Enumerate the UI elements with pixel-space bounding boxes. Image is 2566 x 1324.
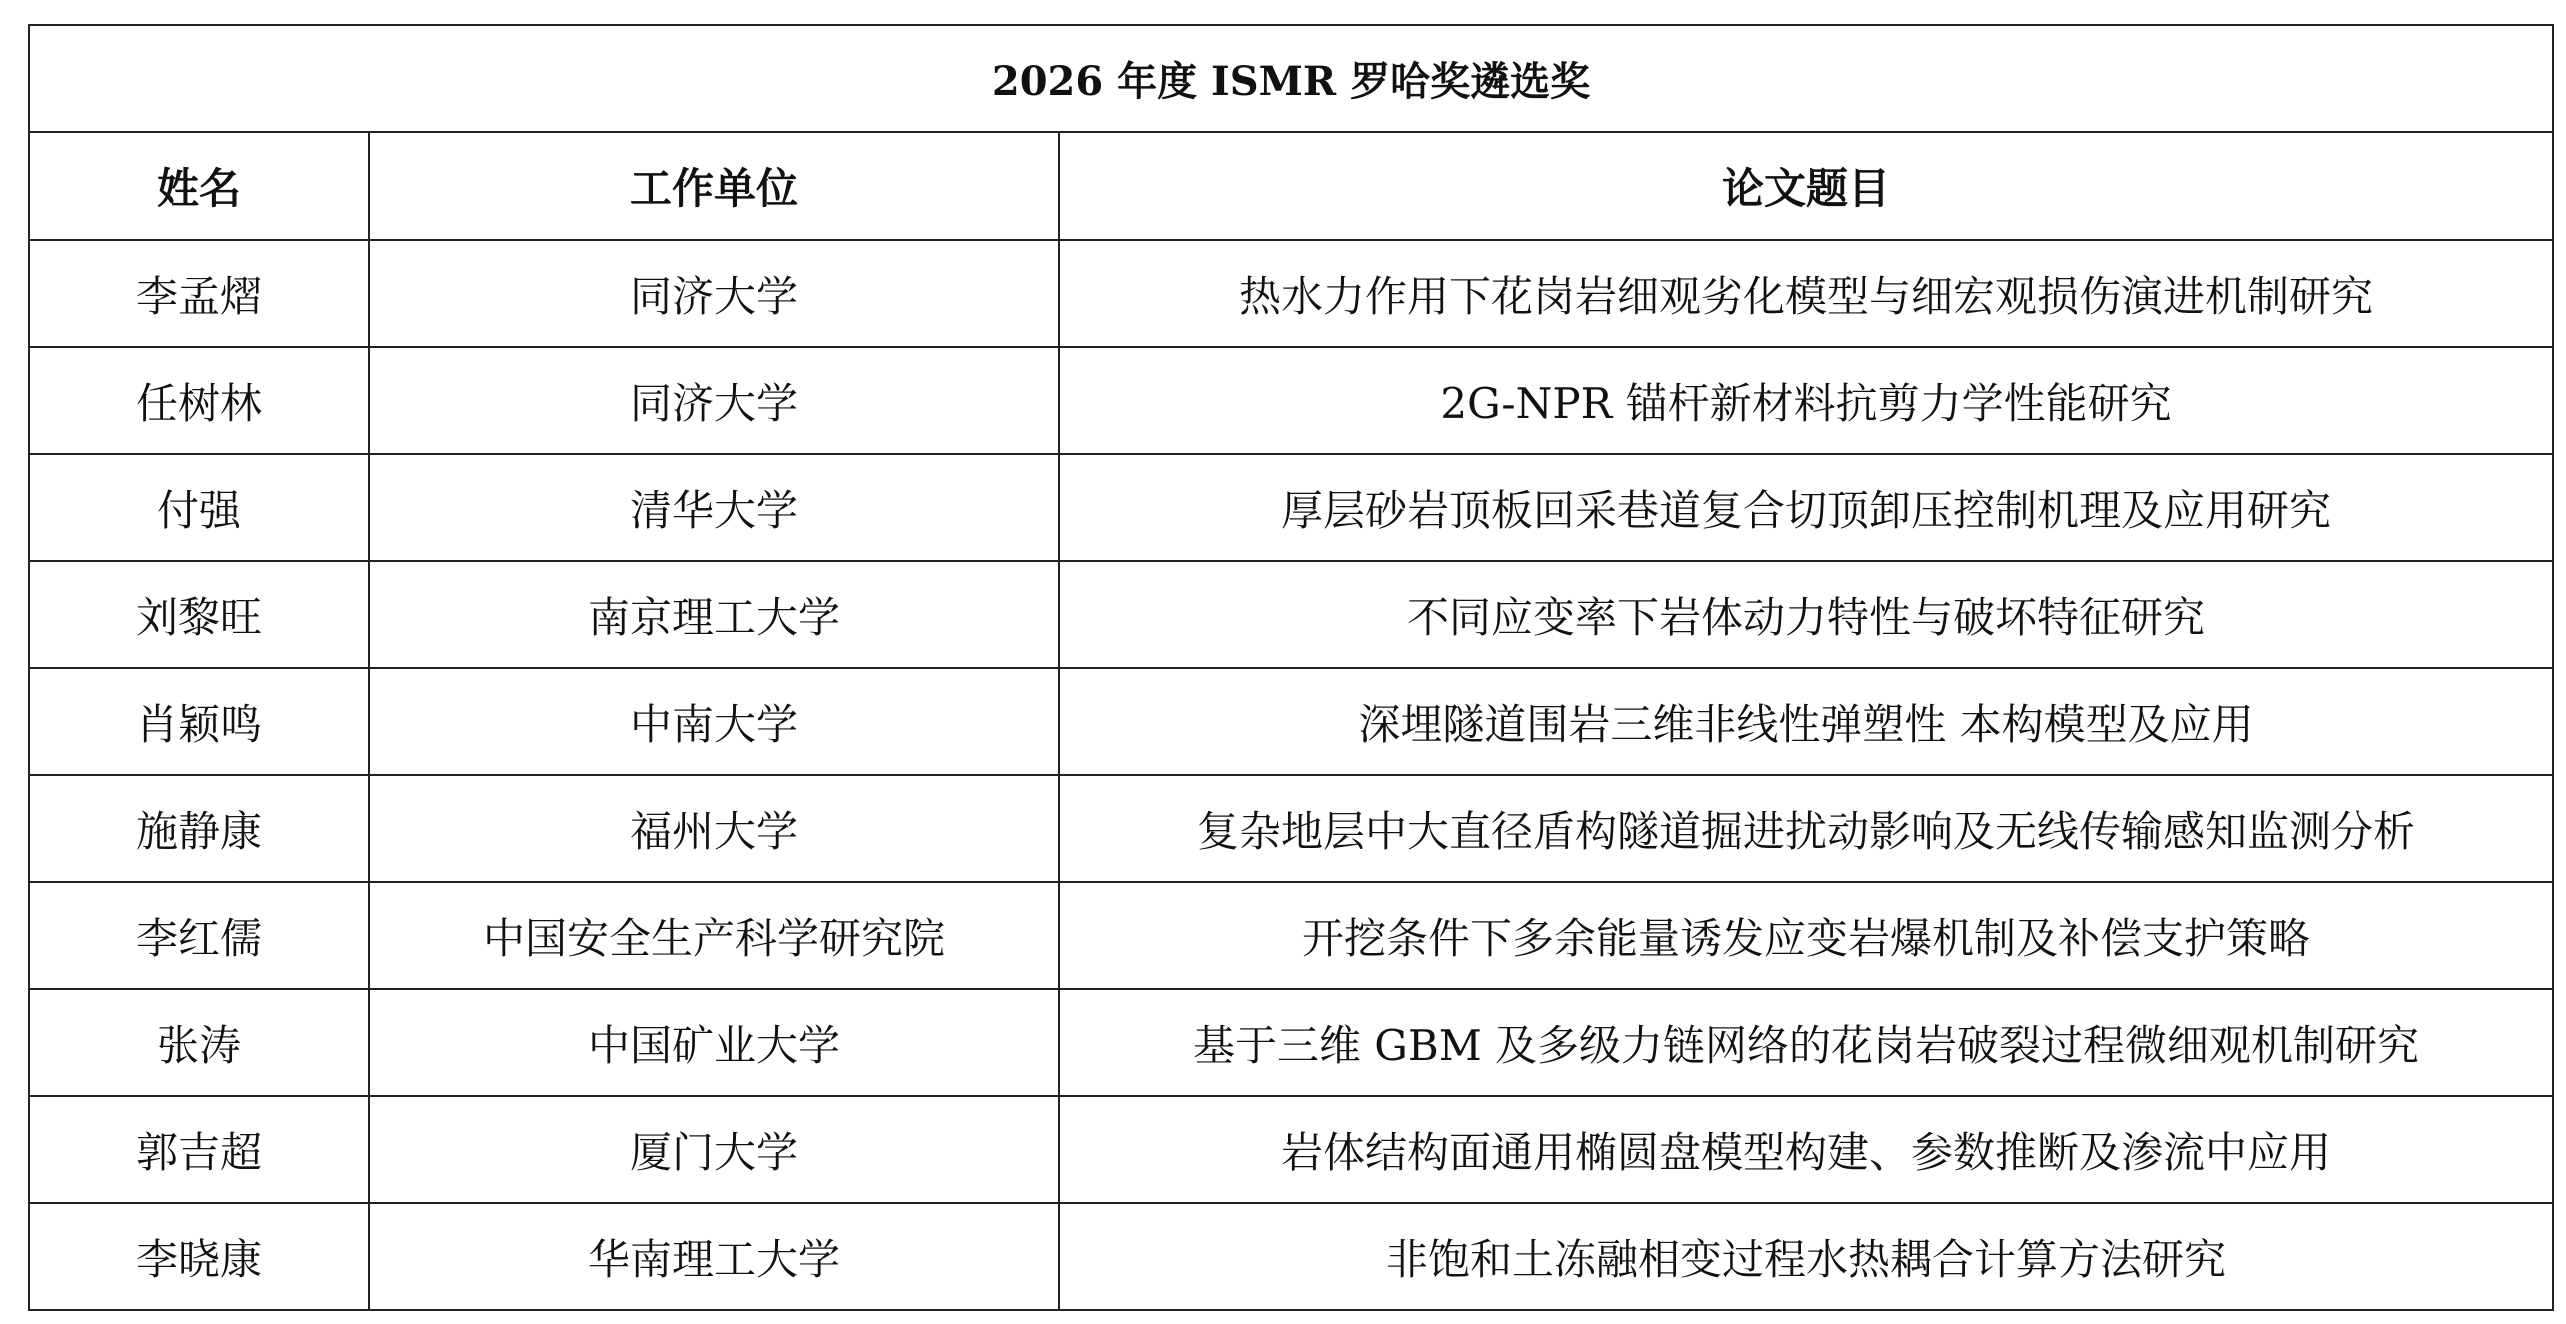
table-row bbox=[29, 240, 2553, 347]
cell-unit: 福州大学 bbox=[369, 775, 1059, 882]
cell-name: 李红儒 bbox=[29, 882, 369, 989]
table-row bbox=[29, 561, 2553, 668]
cell-name: 李晓康 bbox=[29, 1203, 369, 1310]
cell-paper: 厚层砂岩顶板回采巷道复合切顶卸压控制机理及应用研究 bbox=[1059, 454, 2553, 561]
cell-unit: 南京理工大学 bbox=[369, 561, 1059, 668]
table-title: 2026 年度 ISMR 罗哈奖遴选奖 bbox=[29, 25, 2553, 132]
cell-name: 张涛 bbox=[29, 989, 369, 1096]
cell-name: 任树林 bbox=[29, 347, 369, 454]
table-row bbox=[29, 454, 2553, 561]
cell-unit: 清华大学 bbox=[369, 454, 1059, 561]
cell-unit: 同济大学 bbox=[369, 347, 1059, 454]
table-row bbox=[29, 347, 2553, 454]
cell-unit: 华南理工大学 bbox=[369, 1203, 1059, 1310]
cell-paper: 岩体结构面通用椭圆盘模型构建、参数推断及渗流中应用 bbox=[1059, 1096, 2553, 1203]
cell-unit: 中南大学 bbox=[369, 668, 1059, 775]
cell-unit: 同济大学 bbox=[369, 240, 1059, 347]
cell-paper: 非饱和土冻融相变过程水热耦合计算方法研究 bbox=[1059, 1203, 2553, 1310]
table-row bbox=[29, 668, 2553, 775]
cell-paper: 热水力作用下花岗岩细观劣化模型与细宏观损伤演进机制研究 bbox=[1059, 240, 2553, 347]
table-title-row bbox=[29, 25, 2553, 132]
cell-name: 刘黎旺 bbox=[29, 561, 369, 668]
cell-paper: 不同应变率下岩体动力特性与破坏特征研究 bbox=[1059, 561, 2553, 668]
cell-name: 肖颖鸣 bbox=[29, 668, 369, 775]
table-row bbox=[29, 775, 2553, 882]
table-header-row bbox=[29, 132, 2553, 240]
cell-name: 李孟熠 bbox=[29, 240, 369, 347]
header-paper: 论文题目 bbox=[1059, 132, 2553, 240]
cell-name: 施静康 bbox=[29, 775, 369, 882]
cell-name: 郭吉超 bbox=[29, 1096, 369, 1203]
award-table bbox=[28, 24, 2554, 1311]
table-row bbox=[29, 1096, 2553, 1203]
cell-name: 付强 bbox=[29, 454, 369, 561]
table-body bbox=[29, 25, 2553, 1310]
cell-unit: 中国安全生产科学研究院 bbox=[369, 882, 1059, 989]
cell-paper: 2G-NPR 锚杆新材料抗剪力学性能研究 bbox=[1059, 347, 2553, 454]
cell-paper: 基于三维 GBM 及多级力链网络的花岗岩破裂过程微细观机制研究 bbox=[1059, 989, 2553, 1096]
header-unit: 工作单位 bbox=[369, 132, 1059, 240]
cell-paper: 深埋隧道围岩三维非线性弹塑性 本构模型及应用 bbox=[1059, 668, 2553, 775]
cell-paper: 开挖条件下多余能量诱发应变岩爆机制及补偿支护策略 bbox=[1059, 882, 2553, 989]
header-name: 姓名 bbox=[29, 132, 369, 240]
table-row bbox=[29, 1203, 2553, 1310]
cell-unit: 中国矿业大学 bbox=[369, 989, 1059, 1096]
cell-paper: 复杂地层中大直径盾构隧道掘进扰动影响及无线传输感知监测分析 bbox=[1059, 775, 2553, 882]
cell-unit: 厦门大学 bbox=[369, 1096, 1059, 1203]
table-row bbox=[29, 882, 2553, 989]
table-row bbox=[29, 989, 2553, 1096]
